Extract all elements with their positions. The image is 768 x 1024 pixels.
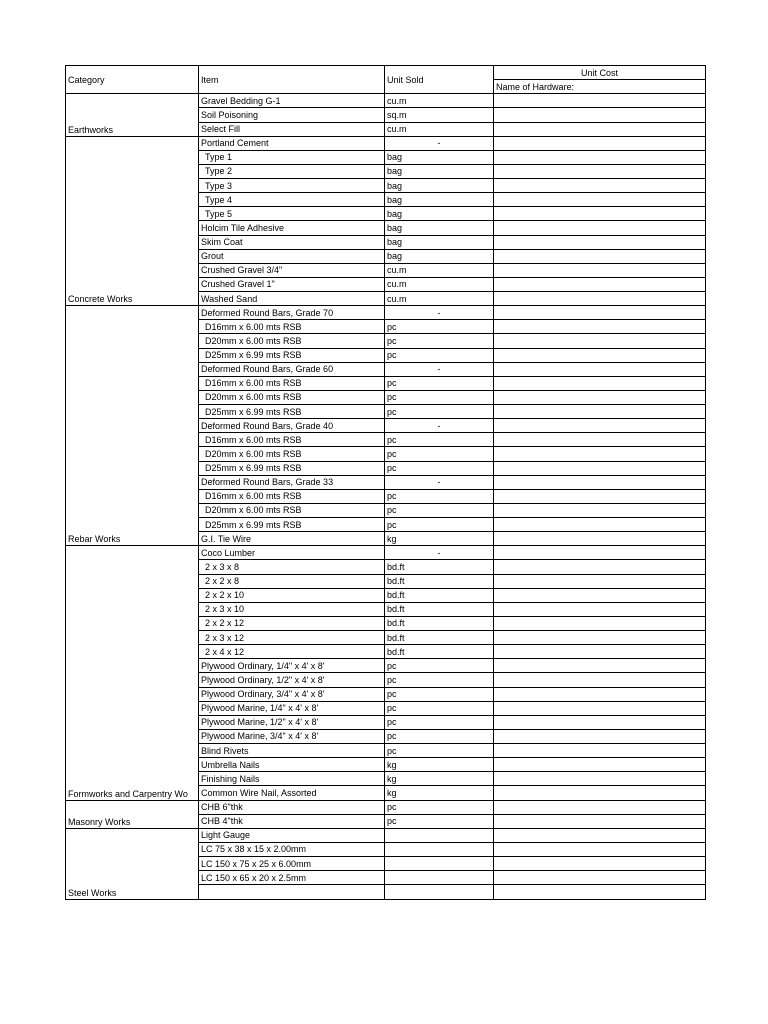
- unit-cell: bd.ft: [385, 574, 494, 588]
- unit-cell: pc: [385, 673, 494, 687]
- item-cell: D20mm x 6.00 mts RSB: [199, 390, 385, 404]
- item-cell: Washed Sand: [199, 292, 385, 306]
- item-cell: Deformed Round Bars, Grade 33: [199, 475, 385, 489]
- item-cell: Type 4: [199, 193, 385, 207]
- item-cell: D16mm x 6.00 mts RSB: [199, 489, 385, 503]
- item-cell: Deformed Round Bars, Grade 70: [199, 306, 385, 320]
- unit-cost-cell[interactable]: [494, 602, 706, 616]
- unit-cost-cell[interactable]: [494, 645, 706, 659]
- hardware-price-sheet: [65, 65, 706, 900]
- unit-cell: pc: [385, 320, 494, 334]
- unit-cell: bag: [385, 179, 494, 193]
- unit-cell: bd.ft: [385, 645, 494, 659]
- item-cell: LC 75 x 38 x 15 x 2.00mm: [199, 842, 385, 856]
- item-cell: Deformed Round Bars, Grade 60: [199, 362, 385, 376]
- hardware-name-field[interactable]: Name of Hardware:: [494, 80, 706, 94]
- unit-cell: pc: [385, 390, 494, 404]
- unit-cell: [385, 842, 494, 856]
- unit-cost-cell[interactable]: [494, 574, 706, 588]
- unit-cost-cell[interactable]: [494, 786, 706, 800]
- unit-cost-cell[interactable]: [494, 673, 706, 687]
- unit-cell: -: [385, 362, 494, 376]
- unit-cell: -: [385, 136, 494, 150]
- unit-cell: bd.ft: [385, 588, 494, 602]
- item-cell: Crushed Gravel 3/4": [199, 263, 385, 277]
- unit-cell: [385, 857, 494, 871]
- unit-cost-cell[interactable]: [494, 546, 706, 560]
- sheet-body: [66, 66, 706, 900]
- category-header: Category: [66, 66, 199, 94]
- unit-cost-cell[interactable]: [494, 729, 706, 743]
- item-cell: Type 2: [199, 164, 385, 178]
- unit-cost-cell[interactable]: [494, 687, 706, 701]
- unit-cell: kg: [385, 758, 494, 772]
- unit-cell: -: [385, 546, 494, 560]
- category-label: Steel Works: [68, 888, 117, 898]
- unit-cell: bd.ft: [385, 560, 494, 574]
- unit-cost-cell[interactable]: [494, 150, 706, 164]
- unit-cell: pc: [385, 814, 494, 828]
- item-cell: 2 x 4 x 12: [199, 645, 385, 659]
- item-cell: Blind Rivets: [199, 744, 385, 758]
- unit-cell: -: [385, 419, 494, 433]
- unit-cost-cell[interactable]: [494, 489, 706, 503]
- item-cell: Portland Cement: [199, 136, 385, 150]
- category-cell: [66, 828, 199, 899]
- unit-cost-cell[interactable]: [494, 193, 706, 207]
- item-cell: D25mm x 6.99 mts RSB: [199, 461, 385, 475]
- category-cell: [66, 800, 199, 828]
- item-cell: Common Wire Nail, Assorted: [199, 786, 385, 800]
- unit-cost-cell[interactable]: [494, 842, 706, 856]
- item-cell: D25mm x 6.99 mts RSB: [199, 348, 385, 362]
- unit-cell: bd.ft: [385, 602, 494, 616]
- unit-cost-cell[interactable]: [494, 207, 706, 221]
- item-cell: D20mm x 6.00 mts RSB: [199, 447, 385, 461]
- unit-cell: bd.ft: [385, 631, 494, 645]
- unit-cell: bag: [385, 221, 494, 235]
- unit-cell: bag: [385, 235, 494, 249]
- unit-cost-cell[interactable]: [494, 94, 706, 108]
- item-cell: D20mm x 6.00 mts RSB: [199, 334, 385, 348]
- unit-cost-cell[interactable]: [494, 405, 706, 419]
- unit-cell: pc: [385, 503, 494, 517]
- unit-cost-cell[interactable]: [494, 631, 706, 645]
- table-row: [66, 800, 706, 814]
- item-cell: Type 1: [199, 150, 385, 164]
- unit-cost-cell[interactable]: [494, 122, 706, 136]
- unit-cell: -: [385, 306, 494, 320]
- unit-cost-cell[interactable]: [494, 871, 706, 885]
- unit-cell: cu.m: [385, 122, 494, 136]
- item-cell: D20mm x 6.00 mts RSB: [199, 503, 385, 517]
- unit-cell: pc: [385, 701, 494, 715]
- item-cell: CHB 6"thk: [199, 800, 385, 814]
- unit-cost-cell[interactable]: [494, 857, 706, 871]
- unit-cell: pc: [385, 715, 494, 729]
- unit-cell: pc: [385, 518, 494, 532]
- unit-cell: bag: [385, 150, 494, 164]
- unit-cost-cell[interactable]: [494, 334, 706, 348]
- table-row: [66, 94, 706, 108]
- table-row: [66, 136, 706, 150]
- item-cell: Holcim Tile Adhesive: [199, 221, 385, 235]
- item-cell: Gravel Bedding G-1: [199, 94, 385, 108]
- unit-cost-cell[interactable]: [494, 715, 706, 729]
- unit-cost-cell[interactable]: [494, 659, 706, 673]
- unit-cost-cell[interactable]: [494, 588, 706, 602]
- item-cell: D16mm x 6.00 mts RSB: [199, 433, 385, 447]
- item-cell: Select Fill: [199, 122, 385, 136]
- item-cell: 2 x 2 x 8: [199, 574, 385, 588]
- unit-cost-cell[interactable]: [494, 348, 706, 362]
- item-cell: Grout: [199, 249, 385, 263]
- unit-cell: -: [385, 475, 494, 489]
- unit-cost-cell[interactable]: [494, 376, 706, 390]
- category-cell: [66, 94, 199, 136]
- unit-cost-cell[interactable]: [494, 744, 706, 758]
- unit-cell: sq.m: [385, 108, 494, 122]
- unit-cost-cell[interactable]: [494, 518, 706, 532]
- item-cell: G.I. Tie Wire: [199, 532, 385, 546]
- item-cell: Type 5: [199, 207, 385, 221]
- item-cell: D16mm x 6.00 mts RSB: [199, 376, 385, 390]
- unit-cell: bag: [385, 249, 494, 263]
- item-cell: LC 150 x 75 x 25 x 6.00mm: [199, 857, 385, 871]
- category-label: Rebar Works: [68, 534, 121, 545]
- unit-cost-cell[interactable]: [494, 221, 706, 235]
- unit-cost-cell[interactable]: [494, 828, 706, 842]
- unit-cell: bag: [385, 193, 494, 207]
- unit-cell: bd.ft: [385, 616, 494, 630]
- unit-cost-cell[interactable]: [494, 292, 706, 306]
- unit-cell: cu.m: [385, 263, 494, 277]
- unit-cell: pc: [385, 659, 494, 673]
- item-cell: D16mm x 6.00 mts RSB: [199, 320, 385, 334]
- unit-cell: pc: [385, 334, 494, 348]
- item-cell: CHB 4"thk: [199, 814, 385, 828]
- item-cell: Coco Lumber: [199, 546, 385, 560]
- unit-cell: [385, 885, 494, 900]
- table-row: [66, 546, 706, 560]
- unit-sold-header: Unit Sold: [385, 66, 494, 94]
- unit-cost-cell[interactable]: [494, 136, 706, 150]
- item-cell: Plywood Marine, 1/2" x 4' x 8': [199, 715, 385, 729]
- item-cell: Type 3: [199, 179, 385, 193]
- unit-cost-cell[interactable]: [494, 814, 706, 828]
- unit-cost-cell[interactable]: [494, 419, 706, 433]
- unit-cell: pc: [385, 376, 494, 390]
- unit-cell: cu.m: [385, 292, 494, 306]
- category-label: Concrete Works: [68, 294, 133, 305]
- item-cell: Plywood Ordinary, 3/4" x 4' x 8': [199, 687, 385, 701]
- item-cell: Light Gauge: [199, 828, 385, 842]
- unit-cost-cell[interactable]: [494, 362, 706, 376]
- item-cell: Plywood Marine, 3/4" x 4' x 8': [199, 729, 385, 743]
- category-cell: [66, 306, 199, 546]
- unit-cell: bag: [385, 207, 494, 221]
- unit-cell: pc: [385, 489, 494, 503]
- header-row-1: [66, 66, 706, 80]
- unit-cell: pc: [385, 447, 494, 461]
- table-row: [66, 306, 706, 320]
- item-cell: Skim Coat: [199, 235, 385, 249]
- unit-cell: cu.m: [385, 94, 494, 108]
- unit-cost-cell[interactable]: [494, 306, 706, 320]
- unit-cost-header: Unit Cost: [494, 66, 706, 80]
- item-cell: [199, 885, 385, 900]
- unit-cost-cell[interactable]: [494, 249, 706, 263]
- unit-cost-cell[interactable]: [494, 503, 706, 517]
- item-cell: Finishing Nails: [199, 772, 385, 786]
- unit-cost-cell[interactable]: [494, 560, 706, 574]
- table-row: [66, 828, 706, 842]
- unit-cost-cell[interactable]: [494, 390, 706, 404]
- item-cell: Soil Poisoning: [199, 108, 385, 122]
- item-cell: 2 x 3 x 12: [199, 631, 385, 645]
- item-cell: 2 x 3 x 10: [199, 602, 385, 616]
- item-cell: Plywood Marine, 1/4" x 4' x 8': [199, 701, 385, 715]
- unit-cost-cell[interactable]: [494, 447, 706, 461]
- item-cell: D25mm x 6.99 mts RSB: [199, 518, 385, 532]
- unit-cell: [385, 871, 494, 885]
- unit-cell: cu.m: [385, 277, 494, 291]
- unit-cell: pc: [385, 348, 494, 362]
- item-cell: Plywood Ordinary, 1/4" x 4' x 8': [199, 659, 385, 673]
- unit-cell: pc: [385, 744, 494, 758]
- unit-cost-cell[interactable]: [494, 164, 706, 178]
- item-cell: 2 x 2 x 12: [199, 616, 385, 630]
- unit-cost-cell[interactable]: [494, 772, 706, 786]
- category-cell: [66, 136, 199, 306]
- unit-cell: pc: [385, 729, 494, 743]
- item-cell: D25mm x 6.99 mts RSB: [199, 405, 385, 419]
- unit-cell: [385, 828, 494, 842]
- unit-cost-cell[interactable]: [494, 758, 706, 772]
- unit-cost-cell[interactable]: [494, 263, 706, 277]
- unit-cell: pc: [385, 433, 494, 447]
- unit-cost-cell[interactable]: [494, 179, 706, 193]
- unit-cost-cell[interactable]: [494, 532, 706, 546]
- unit-cell: kg: [385, 786, 494, 800]
- unit-cell: pc: [385, 800, 494, 814]
- item-cell: Umbrella Nails: [199, 758, 385, 772]
- category-label: Earthworks: [68, 124, 114, 135]
- unit-cost-cell[interactable]: [494, 320, 706, 334]
- item-cell: Plywood Ordinary, 1/2" x 4' x 8': [199, 673, 385, 687]
- unit-cell: pc: [385, 405, 494, 419]
- unit-cost-cell[interactable]: [494, 616, 706, 630]
- unit-cell: kg: [385, 772, 494, 786]
- category-label: Masonry Works: [68, 816, 131, 827]
- unit-cost-cell[interactable]: [494, 108, 706, 122]
- unit-cost-cell[interactable]: [494, 800, 706, 814]
- unit-cost-cell[interactable]: [494, 475, 706, 489]
- item-cell: LC 150 x 65 x 20 x 2.5mm: [199, 871, 385, 885]
- item-cell: 2 x 3 x 8: [199, 560, 385, 574]
- item-cell: 2 x 2 x 10: [199, 588, 385, 602]
- unit-cost-cell[interactable]: [494, 701, 706, 715]
- unit-cell: pc: [385, 461, 494, 475]
- unit-cell: bag: [385, 164, 494, 178]
- unit-cost-cell[interactable]: [494, 461, 706, 475]
- unit-cell: pc: [385, 687, 494, 701]
- unit-cell: kg: [385, 532, 494, 546]
- unit-cost-cell[interactable]: [494, 885, 706, 900]
- unit-cost-cell[interactable]: [494, 277, 706, 291]
- unit-cost-cell[interactable]: [494, 433, 706, 447]
- item-header: Item: [199, 66, 385, 94]
- unit-cost-cell[interactable]: [494, 235, 706, 249]
- category-cell: [66, 546, 199, 800]
- item-cell: Crushed Gravel 1": [199, 277, 385, 291]
- category-label: Formworks and Carpentry Wo: [68, 788, 188, 799]
- item-cell: Deformed Round Bars, Grade 40: [199, 419, 385, 433]
